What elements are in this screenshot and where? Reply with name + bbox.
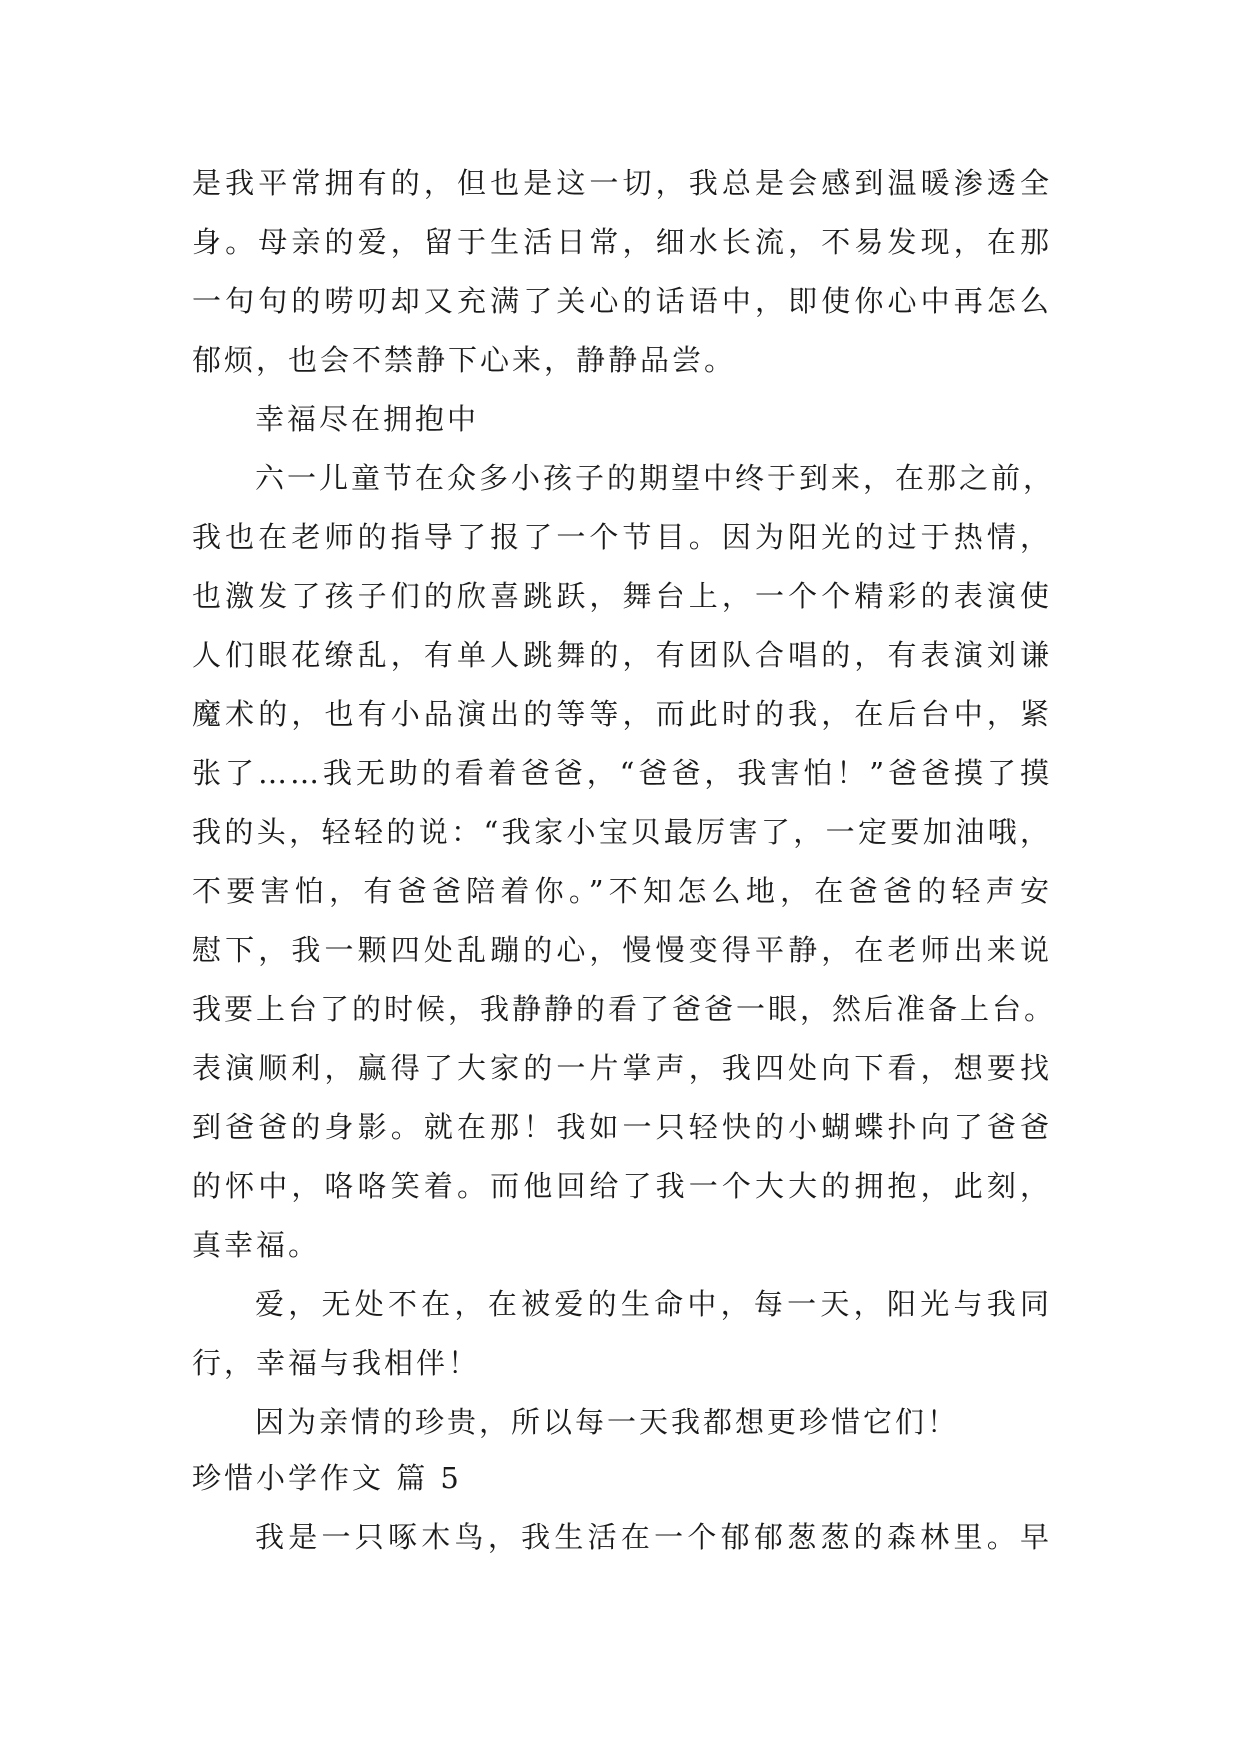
text-line-21: 行，幸福与我相伴！ [192,1346,481,1380]
text-line-13: 不要害怕，有爸爸陪着你。”不知怎么地，在爸爸的轻声安 [192,874,1052,908]
text-line-18: 的怀中，咯咯笑着。而他回给了我一个大大的拥抱，此刻， [192,1169,1052,1203]
text-line-2: 身。母亲的爱，留于生活日常，细水长流，不易发现，在那 [192,225,1052,259]
text-line-1: 是我平常拥有的，但也是这一切，我总是会感到温暖渗透全 [192,166,1052,200]
text-line-9: 人们眼花缭乱，有单人跳舞的，有团队合唱的，有表演刘谦 [192,638,1052,672]
text-line-15: 我要上台了的时候，我静静的看了爸爸一眼，然后准备上台。 [192,992,1057,1026]
text-line-19: 真幸福。 [192,1228,321,1262]
section-heading: 幸福尽在拥抱中 [255,402,480,436]
text-line-11: 张了……我无助的看着爸爸，“爸爸，我害怕！”爸爸摸了摸 [192,756,1052,790]
text-line-22: 因为亲情的珍贵，所以每一天我都想更珍惜它们！ [255,1405,960,1439]
text-line-10: 魔术的，也有小品演出的等等，而此时的我，在后台中，紧 [192,697,1052,731]
text-line-20: 爱，无处不在，在被爱的生命中，每一天，阳光与我同 [255,1287,1052,1321]
text-line-6: 六一儿童节在众多小孩子的期望中终于到来，在那之前， [255,461,1056,495]
text-line-7: 我也在老师的指导了报了一个节目。因为阳光的过于热情， [192,520,1052,554]
text-line-17: 到爸爸的身影。就在那！我如一只轻快的小蝴蝶扑向了爸爸 [192,1110,1052,1144]
text-line-14: 慰下，我一颗四处乱蹦的心，慢慢变得平静，在老师出来说 [192,933,1052,967]
text-line-24: 我是一只啄木鸟，我生活在一个郁郁葱葱的森林里。早 [255,1520,1052,1554]
text-line-4: 郁烦，也会不禁静下心来，静静品尝。 [192,343,737,377]
text-line-12: 我的头，轻轻的说：“我家小宝贝最厉害了，一定要加油哦， [192,815,1052,849]
article-title: 珍惜小学作文 篇 5 [192,1461,462,1495]
text-line-16: 表演顺利，赢得了大家的一片掌声，我四处向下看，想要找 [192,1051,1052,1085]
text-line-8: 也激发了孩子们的欣喜跳跃，舞台上，一个个精彩的表演使 [192,579,1052,613]
text-line-3: 一句句的唠叨却又充满了关心的话语中，即使你心中再怎么 [192,284,1052,318]
